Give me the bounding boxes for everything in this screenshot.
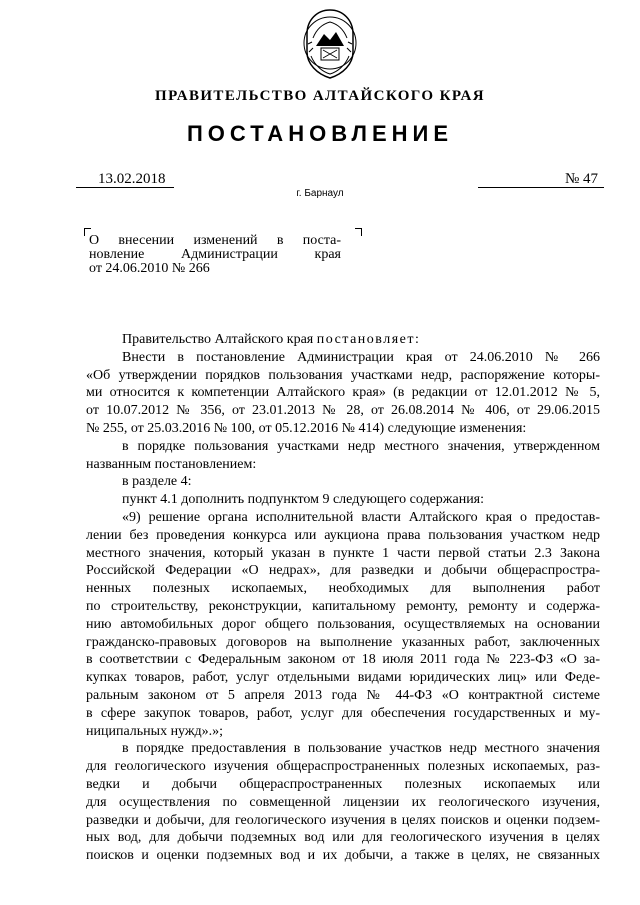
government-title: ПРАВИТЕЛЬСТВО АЛТАЙСКОГО КРАЯ xyxy=(155,88,485,104)
body-line: «Об утверждении порядков пользования участками недр, распоряжение которы- xyxy=(86,367,600,383)
document-subject xyxy=(89,234,341,276)
body-line: в разделе 4: xyxy=(122,474,192,490)
body-line: лении без проведения конкурса или аукциона права пользования участком недр xyxy=(86,527,600,543)
body-line: от 10.07.2012 № 356, от 23.01.2013 № 28, от 26.08.2014 № 406, от 29.06.2015 xyxy=(86,403,600,419)
preamble-lead: Правительство Алтайского края xyxy=(122,332,317,347)
body-line: ми относится к компетенции Алтайского края» (в редакции от 12.01.2012 № 5, xyxy=(86,385,600,401)
body-line: в сфере закупок товаров, работ, услуг для обеспечения государственных и му- xyxy=(86,705,600,721)
subject-line: от 24.06.2010 № 266 xyxy=(89,261,210,276)
document-date: 13.02.2018 xyxy=(90,171,174,188)
body-line: пункт 4.1 дополнить подпунктом 9 следующего содержания: xyxy=(122,492,485,508)
body-line: для осуществления по совмещенной лицензии их геологического изучения, xyxy=(86,794,600,810)
subject-line: О внесении изменений в поста- xyxy=(89,233,341,248)
body-line: ных вод, для добычи подземных вод или для геологического изучения в целях xyxy=(86,830,600,846)
coat-of-arms-emblem xyxy=(299,8,361,80)
body-line: ненных полезных ископаемых, необходимых для выполнения работ xyxy=(86,581,600,597)
body-line: в соответствии с Федеральным законом от 18 июля 2011 года № 223-ФЗ «О за- xyxy=(86,652,600,668)
body-line: по строительству, реконструкции, капитальному ремонту, ремонту и содержа- xyxy=(86,598,600,614)
body-line: № 255, от 25.03.2016 № 100, от 05.12.2016 № 414) следующие изменения: xyxy=(86,420,527,436)
document-number: № 47 xyxy=(478,171,604,188)
document-body xyxy=(86,331,600,865)
body-line: Внести в постановление Администрации края от 24.06.2010 № 266 xyxy=(122,349,600,365)
body-line: для геологического изучения общераспространенных полезных ископаемых, раз- xyxy=(86,759,600,775)
body-line: в порядке предоставления в пользование участков недр местного значения xyxy=(122,741,600,757)
body-line: Российской Федерации «О недрах», для разведки и добычи общераспростра- xyxy=(86,563,600,579)
subject-bracket-right xyxy=(355,228,362,236)
body-line: ральным законом от 5 апреля 2013 года № 44-ФЗ «О контрактной системе xyxy=(86,687,600,703)
body-line: в порядке пользования участками недр местного значения, утвержденном xyxy=(122,438,600,454)
body-line: нию автомобильных дорог общего пользования, осуществляемых на основании xyxy=(86,616,600,632)
subject-line: новление Администрации края xyxy=(89,247,341,262)
document-type-title: ПОСТАНОВЛЕНИЕ xyxy=(186,121,454,146)
body-line: местного значения, который указан в пункте 1 части первой статьи 2.3 Закона xyxy=(86,545,600,561)
city-label: г. Барнаул xyxy=(296,188,344,199)
preamble-verb: постановляет: xyxy=(316,332,421,347)
body-line: ниципальных нужд».»; xyxy=(86,723,224,739)
preamble-line xyxy=(86,331,600,349)
body-line: купках товаров, работ, услуг отдельными видами юридических лиц» или Феде- xyxy=(86,670,600,686)
body-line: поисков и оценки подземных вод и их добычи, а также в целях, не связанных xyxy=(86,848,600,864)
body-line: названным постановлением: xyxy=(86,456,257,472)
body-line: ведки и добычи общераспространенных полезных ископаемых или xyxy=(86,776,600,792)
body-line: гражданско-правовых договоров на выполнение указанных работ, заключенных xyxy=(86,634,600,650)
body-line: «9) решение органа исполнительной власти Алтайского края о предостав- xyxy=(122,509,600,525)
body-line: разведки и добычи, для геологического изучения в целях поисков и оценки подзем- xyxy=(86,812,600,828)
